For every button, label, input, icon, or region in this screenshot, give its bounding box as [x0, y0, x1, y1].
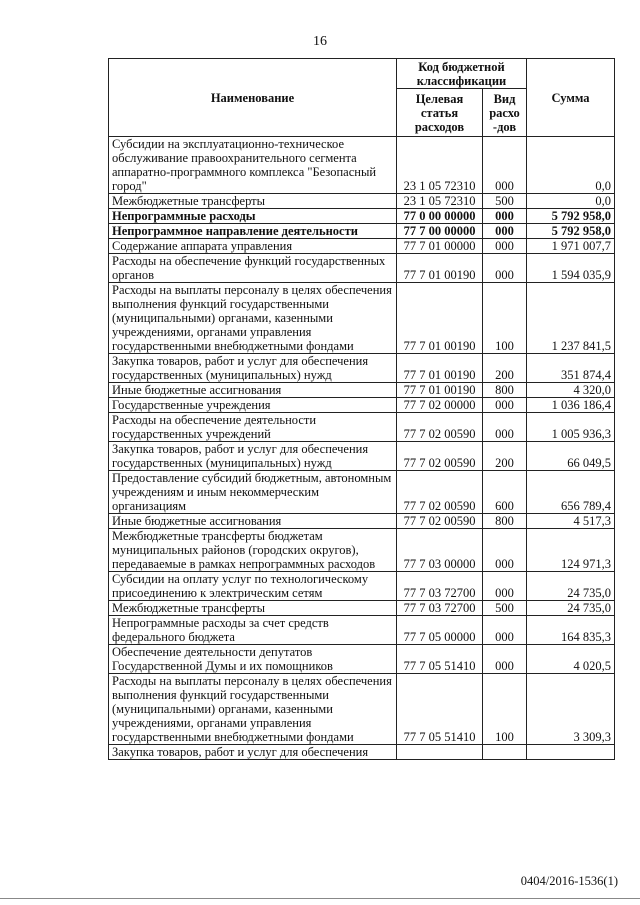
row-target-article-cell: 77 7 02 00590 — [397, 514, 483, 529]
row-sum-cell: 1 594 035,9 — [527, 254, 615, 283]
row-name-cell: Непрограммные расходы — [109, 209, 397, 224]
header-name: Наименование — [109, 59, 397, 137]
page-number: 16 — [313, 34, 327, 49]
row-expense-type-cell: 000 — [483, 239, 527, 254]
table-row — [109, 413, 615, 442]
row-target-article-cell: 77 7 05 51410 — [397, 645, 483, 674]
row-target-article-cell: 77 7 01 00000 — [397, 239, 483, 254]
table-row — [109, 224, 615, 239]
row-sum-cell: 124 971,3 — [527, 529, 615, 572]
row-expense-type-cell: 000 — [483, 572, 527, 601]
table-body — [109, 137, 615, 760]
row-expense-type-cell: 100 — [483, 283, 527, 354]
row-name-cell: Непрограммное направление деятельности — [109, 224, 397, 239]
table-row — [109, 354, 615, 383]
row-sum-cell: 0,0 — [527, 194, 615, 209]
row-name-cell: Субсидии на эксплуатационно-техническое обслуживание правоохранительного сегмента аппаратно-программного комплекса "Безопасный город" — [109, 137, 397, 194]
row-expense-type-cell: 500 — [483, 194, 527, 209]
row-target-article-cell: 77 0 00 00000 — [397, 209, 483, 224]
table-row — [109, 209, 615, 224]
header-expense-type: Вид расхо -дов — [483, 89, 527, 137]
row-expense-type-cell: 000 — [483, 137, 527, 194]
row-sum-cell: 24 735,0 — [527, 572, 615, 601]
row-name-cell: Иные бюджетные ассигнования — [109, 514, 397, 529]
row-target-article-cell: 77 7 03 00000 — [397, 529, 483, 572]
row-sum-cell: 24 735,0 — [527, 601, 615, 616]
row-expense-type-cell: 000 — [483, 224, 527, 239]
row-expense-type-cell: 000 — [483, 529, 527, 572]
table-row — [109, 529, 615, 572]
row-sum-cell: 351 874,4 — [527, 354, 615, 383]
row-sum-cell: 1 971 007,7 — [527, 239, 615, 254]
table-row — [109, 442, 615, 471]
row-sum-cell: 66 049,5 — [527, 442, 615, 471]
row-expense-type-cell: 600 — [483, 471, 527, 514]
row-name-cell: Непрограммные расходы за счет средств федерального бюджета — [109, 616, 397, 645]
table-row — [109, 471, 615, 514]
row-name-cell: Расходы на выплаты персоналу в целях обеспечения выполнения функций государственными (муниципальными) органами, казенными учреждениями, органами управления государственными внебюджетными фондами — [109, 674, 397, 745]
row-target-article-cell: 77 7 02 00000 — [397, 398, 483, 413]
row-sum-cell: 3 309,3 — [527, 674, 615, 745]
row-target-article-cell: 77 7 05 00000 — [397, 616, 483, 645]
row-expense-type-cell: 000 — [483, 413, 527, 442]
row-expense-type-cell: 800 — [483, 514, 527, 529]
row-expense-type-cell: 000 — [483, 209, 527, 224]
row-target-article-cell: 77 7 01 00190 — [397, 254, 483, 283]
row-sum-cell: 656 789,4 — [527, 471, 615, 514]
row-expense-type-cell: 200 — [483, 354, 527, 383]
row-sum-cell — [527, 745, 615, 760]
row-name-cell: Закупка товаров, работ и услуг для обеспечения государственных (муниципальных) нужд — [109, 442, 397, 471]
table-row — [109, 239, 615, 254]
row-target-article-cell: 77 7 03 72700 — [397, 601, 483, 616]
row-target-article-cell — [397, 745, 483, 760]
row-name-cell: Межбюджетные трансферты — [109, 601, 397, 616]
row-sum-cell: 4 320,0 — [527, 383, 615, 398]
row-name-cell: Расходы на обеспечение деятельности государственных учреждений — [109, 413, 397, 442]
row-expense-type-cell — [483, 745, 527, 760]
row-expense-type-cell: 800 — [483, 383, 527, 398]
row-name-cell: Субсидии на оплату услуг по технологическому присоединению к электрическим сетям — [109, 572, 397, 601]
row-sum-cell: 0,0 — [527, 137, 615, 194]
table-row — [109, 514, 615, 529]
row-target-article-cell: 77 7 02 00590 — [397, 442, 483, 471]
row-target-article-cell: 23 1 05 72310 — [397, 137, 483, 194]
row-sum-cell: 4 517,3 — [527, 514, 615, 529]
bottom-rule — [0, 898, 640, 899]
row-name-cell: Закупка товаров, работ и услуг для обеспечения государственных (муниципальных) нужд — [109, 354, 397, 383]
row-sum-cell: 1 005 936,3 — [527, 413, 615, 442]
row-target-article-cell: 77 7 05 51410 — [397, 674, 483, 745]
table-row — [109, 194, 615, 209]
row-expense-type-cell: 500 — [483, 601, 527, 616]
row-target-article-cell: 77 7 01 00190 — [397, 383, 483, 398]
budget-table — [108, 58, 615, 760]
row-expense-type-cell: 000 — [483, 645, 527, 674]
row-name-cell: Иные бюджетные ассигнования — [109, 383, 397, 398]
table-row — [109, 254, 615, 283]
table-row — [109, 601, 615, 616]
row-name-cell: Предоставление субсидий бюджетным, автономным учреждениям и иным некоммерческим организациям — [109, 471, 397, 514]
table-row — [109, 674, 615, 745]
row-sum-cell: 5 792 958,0 — [527, 209, 615, 224]
table-row — [109, 137, 615, 194]
table-row — [109, 398, 615, 413]
row-name-cell: Расходы на обеспечение функций государственных органов — [109, 254, 397, 283]
header-target-article: Целевая статья расходов — [397, 89, 483, 137]
row-name-cell: Межбюджетные трансферты бюджетам муниципальных районов (городских округов), передаваемые в рамках непрограммных расходов — [109, 529, 397, 572]
table-row — [109, 616, 615, 645]
header-sum: Сумма — [527, 59, 615, 137]
row-name-cell: Обеспечение деятельности депутатов Государственной Думы и их помощников — [109, 645, 397, 674]
row-target-article-cell: 77 7 00 00000 — [397, 224, 483, 239]
row-sum-cell: 5 792 958,0 — [527, 224, 615, 239]
row-target-article-cell: 23 1 05 72310 — [397, 194, 483, 209]
row-sum-cell: 1 036 186,4 — [527, 398, 615, 413]
row-target-article-cell: 77 7 01 00190 — [397, 354, 483, 383]
row-target-article-cell: 77 7 02 00590 — [397, 471, 483, 514]
table-row — [109, 383, 615, 398]
row-expense-type-cell: 000 — [483, 616, 527, 645]
table-row — [109, 572, 615, 601]
row-name-cell: Содержание аппарата управления — [109, 239, 397, 254]
row-name-cell: Межбюджетные трансферты — [109, 194, 397, 209]
row-expense-type-cell: 200 — [483, 442, 527, 471]
table-row — [109, 645, 615, 674]
document-code: 0404/2016-1536(1) — [520, 874, 618, 888]
table-row — [109, 745, 615, 760]
row-name-cell: Закупка товаров, работ и услуг для обеспечения — [109, 745, 397, 760]
header-code-group: Код бюджетной классификации — [397, 59, 527, 89]
row-name-cell: Государственные учреждения — [109, 398, 397, 413]
row-target-article-cell: 77 7 03 72700 — [397, 572, 483, 601]
row-expense-type-cell: 000 — [483, 254, 527, 283]
table-row — [109, 283, 615, 354]
row-expense-type-cell: 100 — [483, 674, 527, 745]
row-sum-cell: 4 020,5 — [527, 645, 615, 674]
row-target-article-cell: 77 7 01 00190 — [397, 283, 483, 354]
row-target-article-cell: 77 7 02 00590 — [397, 413, 483, 442]
row-sum-cell: 164 835,3 — [527, 616, 615, 645]
row-name-cell: Расходы на выплаты персоналу в целях обеспечения выполнения функций государственными (муниципальными) органами, казенными учреждениями, органами управления государственными внебюджетными фондами — [109, 283, 397, 354]
row-sum-cell: 1 237 841,5 — [527, 283, 615, 354]
row-expense-type-cell: 000 — [483, 398, 527, 413]
